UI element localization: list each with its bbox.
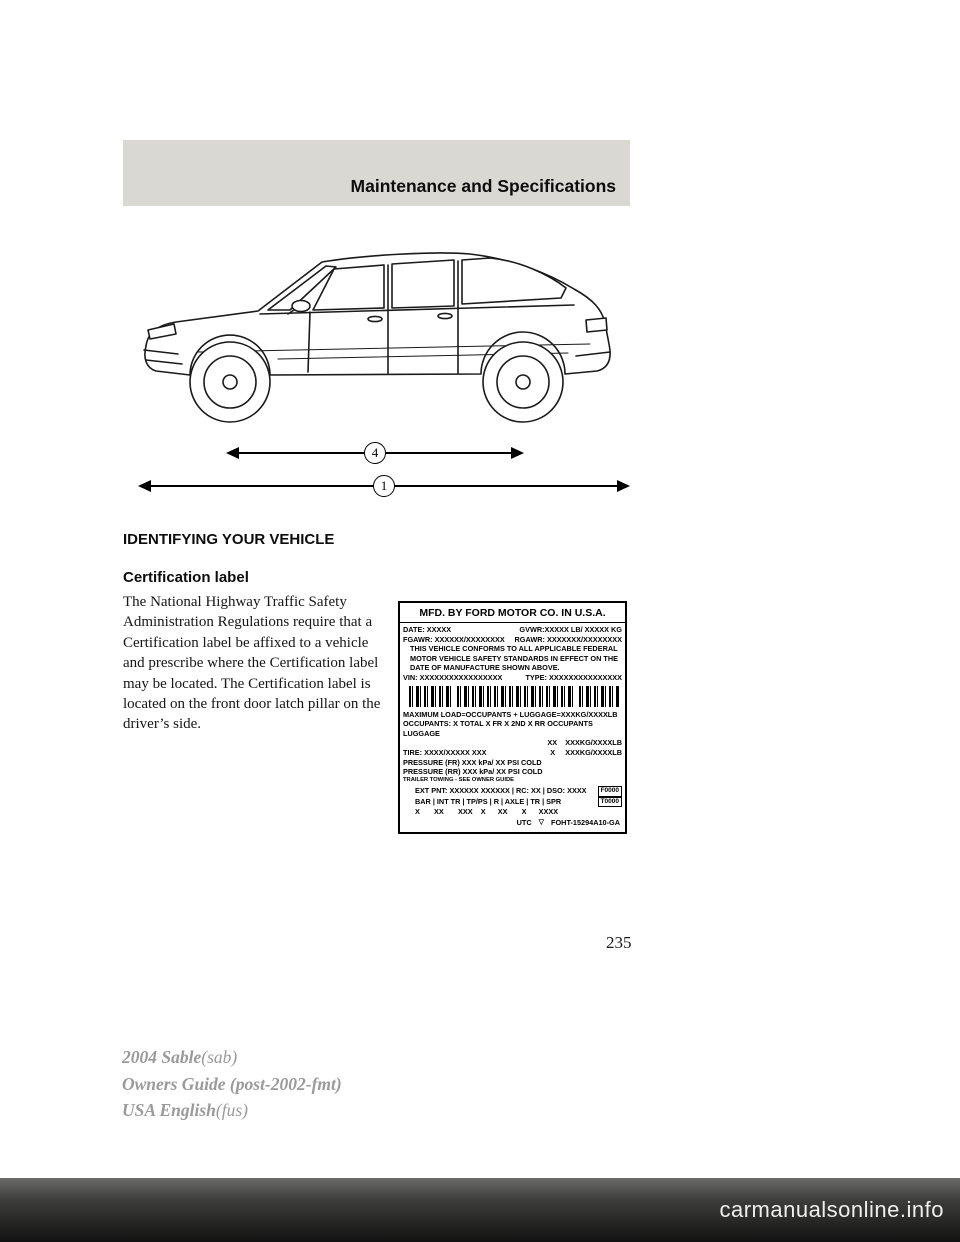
subsection-title: Certification label	[123, 569, 249, 586]
cert-row-vin-type	[403, 673, 622, 683]
barcode-segment	[409, 686, 454, 707]
cert-max-load: MAXIMUM LOAD=OCCUPANTS + LUGGAGE=XXXKG/XXXXLB	[403, 709, 618, 719]
body-paragraph: The National Highway Traffic Safety Administration Regulations require that a Certification label be affixed to a vehicle and prescribe where the Certification label may be located. The Certification label is located on the front door latch pillar on the driver’s side.	[123, 594, 381, 733]
footer-model-code: (sab)	[201, 1047, 238, 1067]
dimension-label-1: 1	[373, 475, 395, 497]
left-arrow-icon	[226, 447, 239, 459]
cert-bar-values: X XX XXX X XX X XXXX	[415, 807, 559, 817]
right-arrow-icon	[617, 480, 630, 492]
cert-row-date-gvwr	[403, 625, 622, 635]
cert-row-ext-pnt	[403, 786, 622, 797]
watermark-bar	[0, 1178, 960, 1242]
footer-line-language	[122, 1097, 342, 1124]
cert-occupants: OCCUPANTS: X TOTAL X FR X 2ND X RR OCCUPANTS LUGGAGE	[403, 719, 593, 738]
certification-label	[398, 601, 627, 834]
footer-language: USA English	[122, 1100, 216, 1120]
cert-fgawr: FGAWR: XXXXXX/XXXXXXXX	[403, 634, 505, 644]
cert-conformity-line: DATE OF MANUFACTURE SHOWN ABOVE.	[410, 663, 560, 673]
watermark-text: carmanualsonline.info	[719, 1197, 944, 1222]
cert-ext-pnt: EXT PNT: XXXXXX XXXXXX | RC: XX | DSO: XXXX	[415, 786, 587, 796]
car-side-view-drawing	[138, 226, 632, 440]
page-header-title: Maintenance and Specifications	[350, 176, 616, 196]
cert-f-code: F0000	[598, 786, 622, 797]
barcode-segment	[579, 686, 620, 707]
cert-pressure-front: PRESSURE (FR) XXX kPa/ XX PSI COLD	[403, 757, 542, 767]
cert-row-bar	[403, 797, 622, 808]
barcode	[409, 686, 620, 707]
barcode-segment	[457, 686, 491, 707]
cert-gvwr: GVWR:XXXXX LB/ XXXXX KG	[519, 625, 622, 634]
cert-row-tire	[403, 748, 622, 758]
cert-t-code: T0000	[598, 797, 622, 808]
cert-utc: UTC	[516, 817, 532, 827]
cert-luggage-value: XX XXXKG/XXXXLB	[547, 738, 622, 748]
footer-line-model	[122, 1044, 342, 1071]
cert-trailer-note: TRAILER TOWING - SEE OWNER GUIDE	[403, 776, 515, 783]
cert-row-fgawr-rgawr	[403, 635, 622, 645]
right-arrow-icon	[511, 447, 524, 459]
cert-type: TYPE: XXXXXXXXXXXXXXX	[525, 672, 622, 682]
barcode-segment	[546, 686, 576, 707]
barcode-segment	[494, 686, 543, 707]
dimension-marker-wheelbase	[226, 441, 524, 465]
doc-footer	[122, 1044, 342, 1124]
cert-tire-value: X XXXKG/XXXXLB	[550, 747, 622, 757]
cert-bar-headers: BAR | INT TR | TP/PS | R | AXLE | TR | SPR	[415, 796, 562, 806]
page-number: 235	[606, 933, 632, 952]
dimension-label-4: 4	[364, 442, 386, 464]
cert-tire: TIRE: XXXX/XXXXX XXX	[403, 747, 487, 757]
dimension-marker-overall-length	[138, 474, 630, 498]
cert-conformity-line: MOTOR VEHICLE SAFETY STANDARDS IN EFFECT ON THE	[410, 653, 618, 663]
footer-guide: Owners Guide (post-2002-fmt)	[122, 1073, 342, 1094]
cert-pressure-rear: PRESSURE (RR) XXX kPa/ XX PSI COLD	[403, 767, 543, 777]
footer-language-code: (fus)	[215, 1100, 248, 1120]
cert-vin: VIN: XXXXXXXXXXXXXXXXX	[403, 672, 503, 682]
left-arrow-icon	[138, 480, 151, 492]
cert-date: DATE: XXXXX	[403, 625, 452, 634]
vehicle-illustration	[138, 226, 632, 440]
cert-rgawr: RGAWR: XXXXXXX/XXXXXXXX	[514, 634, 622, 644]
footer-model: 2004 Sable	[122, 1047, 202, 1067]
cert-conformity-line: THIS VEHICLE CONFORMS TO ALL APPLICABLE FEDERAL	[410, 644, 618, 654]
cert-part-number: FOHT-15294A10-GA	[551, 817, 620, 827]
cert-label-title: MFD. BY FORD MOTOR CO. IN U.S.A.	[400, 605, 625, 623]
ford-mark-icon: ▽	[538, 818, 545, 826]
page-header-bar	[123, 140, 630, 206]
cert-row-utc	[403, 817, 622, 828]
section-title: IDENTIFYING YOUR VEHICLE	[123, 531, 335, 548]
